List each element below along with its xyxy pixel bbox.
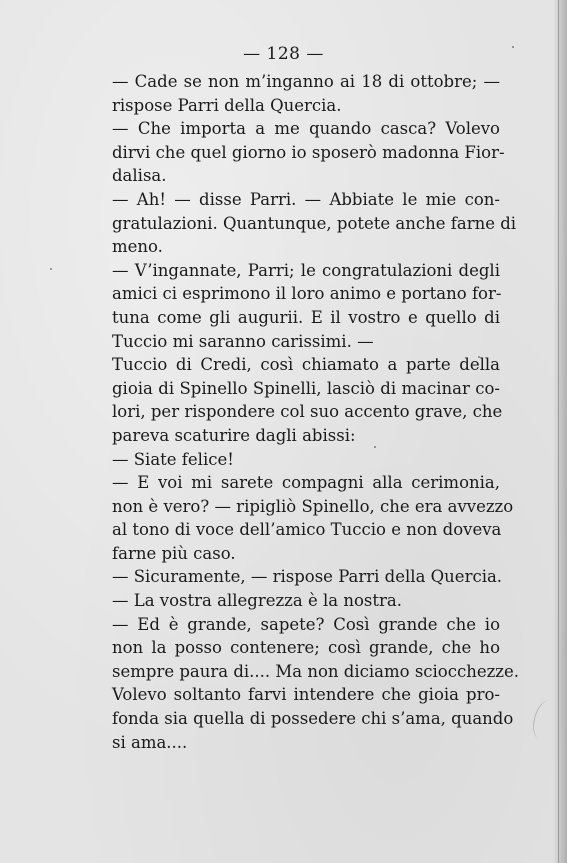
body-text — [112, 70, 520, 754]
text-line: dirvi che quel giorno io sposerò madonna Fior- — [112, 142, 505, 162]
text-line: — Che importa a me quando casca? Volevo — [112, 119, 500, 139]
text-line: dalisa. — [112, 166, 167, 186]
paper-speck — [50, 268, 52, 270]
text-line: — Ah! — disse Parri. — Abbiate le mie con- — [112, 189, 500, 209]
text-line: lori, per rispondere col suo accento grave, che — [112, 402, 503, 422]
page-edge-shadow — [553, 0, 567, 863]
text-line: rispose Parri della Quercia. — [112, 95, 342, 115]
text-line: fonda sia quella di possedere chi s’ama, quando — [112, 709, 514, 729]
text-line: meno. — [112, 237, 163, 257]
text-line: — V’ingannate, Parri; le congratulazioni degli — [112, 260, 500, 280]
page-number: — 128 — — [243, 44, 324, 64]
text-line: Volevo soltanto farvi intendere che gioia pro- — [112, 685, 500, 705]
text-line: si ama.... — [112, 732, 188, 752]
text-line: Tuccio mi saranno carissimi. — — [112, 331, 374, 351]
text-line: farne più caso. — [112, 543, 236, 563]
text-line: pareva scaturire dagli abissi: — [112, 425, 356, 445]
text-line: gioia di Spinello Spinelli, lasciò di macinar co- — [112, 378, 500, 398]
text-line: — Ed è grande, sapete? Così grande che io — [112, 614, 500, 634]
text-line: — E voi mi sarete compagni alla cerimonia, — [112, 473, 500, 493]
text-line: non la posso contenere; così grande, che ho — [112, 638, 500, 658]
page-edge-line — [558, 0, 559, 863]
text-line: amici ci esprimono il loro animo e portano for- — [112, 284, 502, 304]
text-line: — La vostra allegrezza è la nostra. — [112, 591, 402, 611]
text-line: non è vero? — ripigliò Spinello, che era avvezzo — [112, 496, 514, 516]
text-line: gratulazioni. Quantunque, potete anche farne di — [112, 213, 517, 233]
text-line: tuna come gli augurii. E il vostro e quello di — [112, 307, 500, 327]
text-line: al tono di voce dell’amico Tuccio e non doveva — [112, 520, 502, 540]
text-line: Tuccio di Credi, così chiamato a parte della — [112, 355, 500, 375]
text-line: — Sicuramente, — rispose Parri della Quercia. — [112, 567, 503, 587]
text-line: — Siate felice! — [112, 449, 234, 469]
text-line: sempre paura di.... Ma non diciamo sciocchezze. — [112, 661, 520, 681]
text-line: — Cade se non m’inganno ai 18 di ottobre; — — [112, 72, 500, 91]
